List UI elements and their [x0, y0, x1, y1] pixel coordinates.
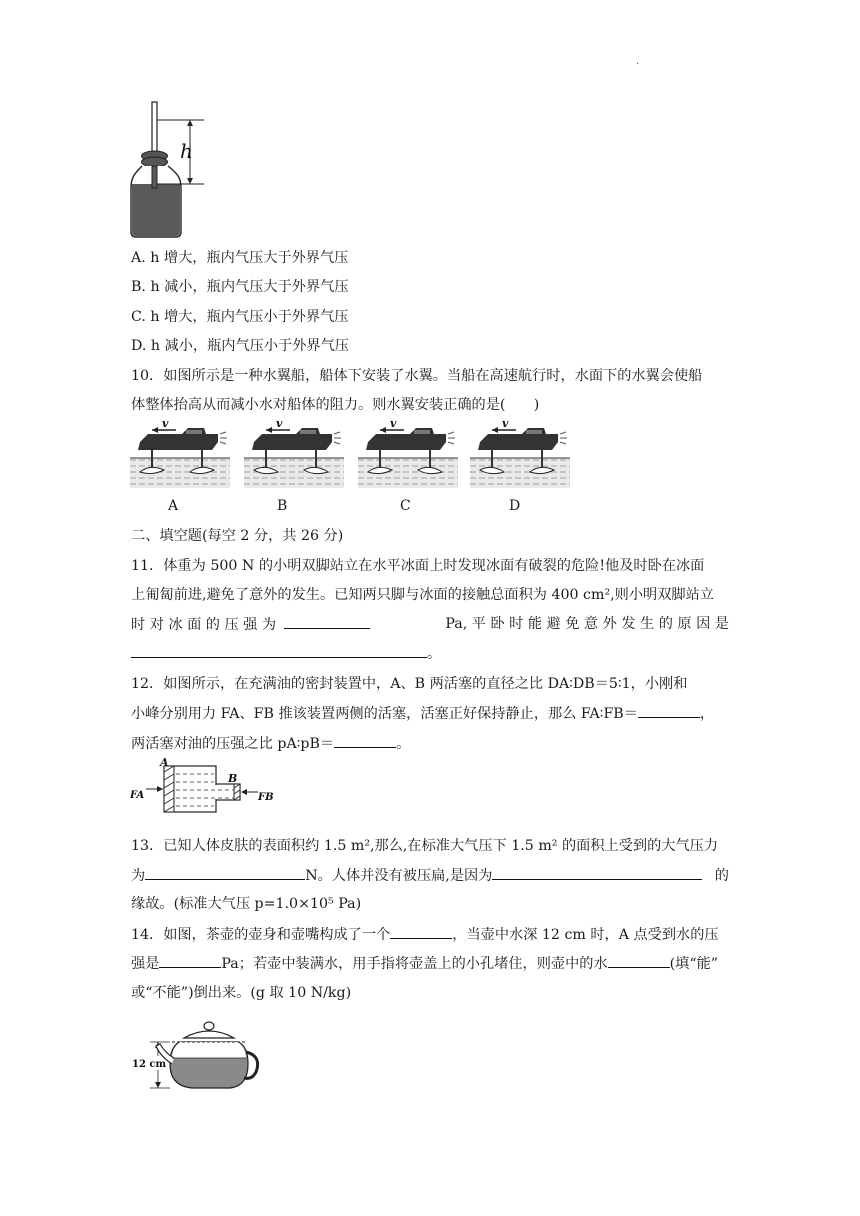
q13-blank-1[interactable]: [145, 865, 305, 880]
hydrofoil-figures: [130, 420, 570, 492]
q14-line3: 或“不能”)倒出来。(g 取 10 N/kg): [131, 985, 352, 1001]
q13-line2-b: N。人体并没有被压扁,是因为: [305, 868, 493, 884]
piston-label-b: B: [228, 772, 238, 785]
boat-label-d: D: [509, 498, 521, 514]
q14-line2-c: (填“能”: [669, 956, 719, 972]
q13-line1: 13．已知人体皮肤的表面积约 1.5 m²,那么,在标准大气压下 1.5 m² 的面积上受到的大气压力: [131, 838, 719, 854]
boat-c-velocity: v: [390, 420, 397, 430]
piston-label-fa: FA: [130, 790, 145, 801]
q9-option-b: B. h 减小，瓶内气压大于外界气压: [131, 279, 349, 295]
piston-label-fb: FB: [258, 792, 274, 803]
q14-blank-3[interactable]: [608, 953, 670, 968]
bottle-h-label: h: [180, 139, 193, 163]
piston-label-a: A: [160, 758, 169, 769]
q10-line2: 体整体抬高从而减小水对船体的阻力。则水翼安装正确的是( ): [131, 397, 540, 413]
q12-blank-1[interactable]: [638, 703, 700, 718]
q14-line1: [131, 924, 719, 945]
boat-label-a: A: [168, 498, 179, 514]
q12-line2-a: 小峰分别用力 FA、FB 推该装置两侧的活塞，活塞正好保持静止，那么 FA∶FB＝: [131, 706, 638, 722]
q14-blank-2[interactable]: [159, 953, 221, 968]
q12-line2-b: ，: [699, 706, 715, 722]
boat-a-velocity: v: [162, 420, 169, 430]
q13-line2-a: 为: [131, 868, 146, 884]
piston-figure: [130, 758, 280, 816]
bottle-figure: [126, 100, 212, 240]
q11-line3: [131, 614, 729, 635]
q11-line1: 11．体重为 500 N 的小明双脚站立在水平冰面上时发现冰面有破裂的危险!他及时卧在冰面: [131, 558, 705, 574]
boat-b-velocity: v: [276, 420, 283, 430]
q11-line4-end: 。: [427, 646, 442, 662]
q13-blank-2[interactable]: [492, 865, 702, 880]
boat-label-c: C: [400, 498, 411, 514]
q13-line2-c: 的: [714, 868, 729, 884]
teapot-depth-label: 12 cm: [132, 1059, 167, 1070]
q11-line4: [131, 643, 441, 664]
q12-line3-b: 。: [396, 736, 411, 752]
q9-option-c: C. h 增大，瓶内气压小于外界气压: [131, 309, 349, 325]
q12-line3-a: 两活塞对油的压强之比 pA∶pB＝: [131, 736, 335, 752]
q13-line3: 缘故。(标准大气压 p=1.0×10⁵ Pa): [131, 896, 362, 912]
q12-line3: [131, 733, 410, 754]
q14-line2-b: Pa；若壶中装满水，用手指将壶盖上的小孔堵住，则壶中的水: [221, 956, 608, 972]
q11-line3-b: Pa, 平 卧 时 能 避 免 意 外 发 生 的 原 因 是: [445, 616, 729, 632]
q11-line3-a: 时 对 冰 面 的 压 强 为: [131, 617, 277, 633]
q11-blank-2[interactable]: [131, 643, 427, 658]
q11-blank-1[interactable]: [284, 614, 370, 629]
q13-line2: [131, 865, 729, 886]
header-mark: .: [636, 56, 640, 67]
q9-option-d: D. h 减小，瓶内气压小于外界气压: [131, 338, 349, 354]
boat-d-velocity: v: [502, 420, 509, 430]
q12-line2: [131, 703, 714, 724]
q11-line2: 上匍匐前进,避免了意外的发生。已知两只脚与冰面的接触总面积为 400 cm²,则小明双脚站立: [131, 587, 714, 603]
q14-line2-a: 强是: [131, 956, 160, 972]
q14-blank-1[interactable]: [390, 924, 452, 939]
q12-blank-2[interactable]: [334, 733, 396, 748]
boat-label-b: B: [277, 498, 288, 514]
q14-line1-b: ，当壶中水深 12 cm 时，A 点受到水的压: [452, 927, 719, 943]
q10-line1: 10．如图所示是一种水翼船，船体下安装了水翼。当船在高速航行时，水面下的水翼会使船: [131, 368, 703, 384]
section-2-title: 二、填空题(每空 2 分，共 26 分): [131, 528, 344, 544]
q9-option-a: A. h 增大，瓶内气压大于外界气压: [131, 250, 349, 266]
q14-line2: [131, 953, 718, 974]
q14-line1-a: 14．如图，茶壶的壶身和壶嘴构成了一个: [131, 927, 391, 943]
q12-line1: 12．如图所示，在充满油的密封装置中，A、B 两活塞的直径之比 DA∶DB＝5∶1，小刚和: [131, 676, 688, 692]
teapot-figure: [130, 1012, 264, 1090]
